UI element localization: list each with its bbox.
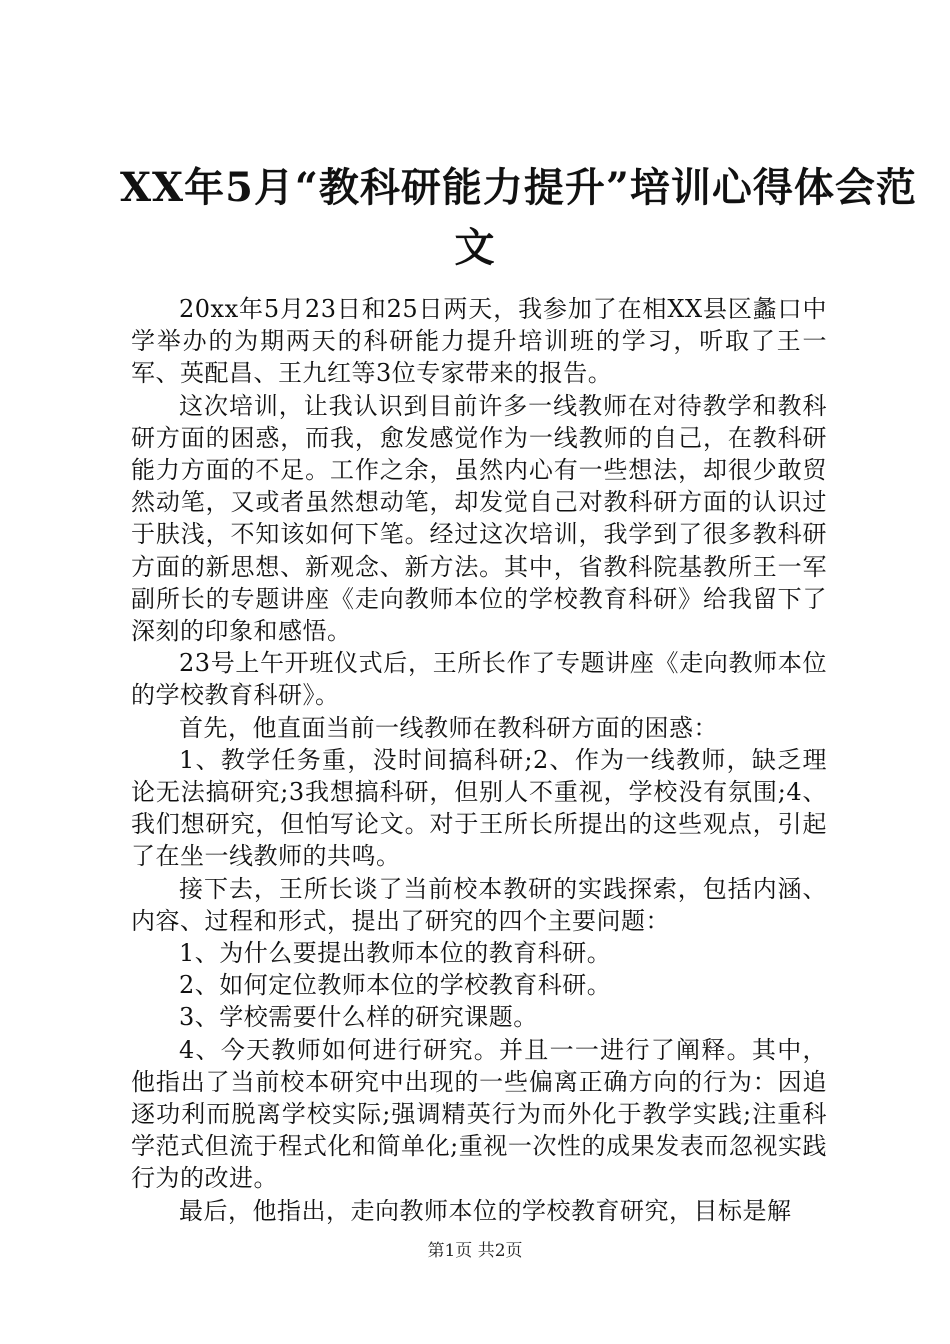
paragraph: 这次培训，让我认识到目前许多一线教师在对待教学和教科研方面的困惑，而我，愈发感觉作为一线教师的自己，在教科研能力方面的不足。工作之余，虽然内心有一些想法，却很少敢贸然动笔，又或者虽然想动笔，却发觉自己对教科研方面的认识过于肤浅，不知该如何下笔。经过这次培训，我学到了很多教科研方面的新思想、新观念、新方法。其中，省教科院基教所王一军副所长的专题讲座《走向教师本位的学校教育科研》给我留下了深刻的印象和感悟。 [131,391,827,646]
title-line-1: XX年5月“教科研能力提升”培训心得体会范 [120,164,917,211]
paragraph: 4、今天教师如何进行研究。并且一一进行了阐释。其中，他指出了当前校本研究中出现的一些偏离正确方向的行为：因追逐功利而脱离学校实际;强调精英行为而外化于教学实践;注重科学范式但流于程式化和简单化;重视一次性的成果发表而忽视实践行为的改进。 [131,1035,827,1193]
document-body [131,293,827,1227]
paragraph: 接下去，王所长谈了当前校本教研的实践探索，包括内涵、内容、过程和形式，提出了研究的四个主要问题： [131,874,827,935]
page-number-footer: 第1页 共2页 [427,1241,523,1261]
paragraph: 3、学校需要什么样的研究课题。 [179,1003,538,1032]
paragraph: 首先，他直面当前一线教师在教科研方面的困惑： [179,713,718,742]
paragraph: 23号上午开班仪式后，王所长作了专题讲座《走向教师本位的学校教育科研》。 [131,649,827,710]
title-line-2: 文 [454,224,496,271]
paragraph: 20xx年5月23日和25日两天，我参加了在相XX县区蠡口中学举办的为期两天的科研能力提升培训班的学习，听取了王一军、英配昌、王九红等3位专家带来的报告。 [131,295,827,388]
paragraph: 最后，他指出，走向教师本位的学校教育研究，目标是解 [179,1196,792,1225]
paragraph: 1、教学任务重，没时间搞科研;2、作为一线教师，缺乏理论无法搞研究;3我想搞科研，但别人不重视，学校没有氛围;4、我们想研究，但怕写论文。对于王所长所提出的这些观点，引起了在坐一线教师的共鸣。 [131,745,827,871]
paragraph: 1、为什么要提出教师本位的教育科研。 [179,939,612,968]
document-title [120,158,917,278]
paragraph: 2、如何定位教师本位的学校教育科研。 [179,971,612,1000]
